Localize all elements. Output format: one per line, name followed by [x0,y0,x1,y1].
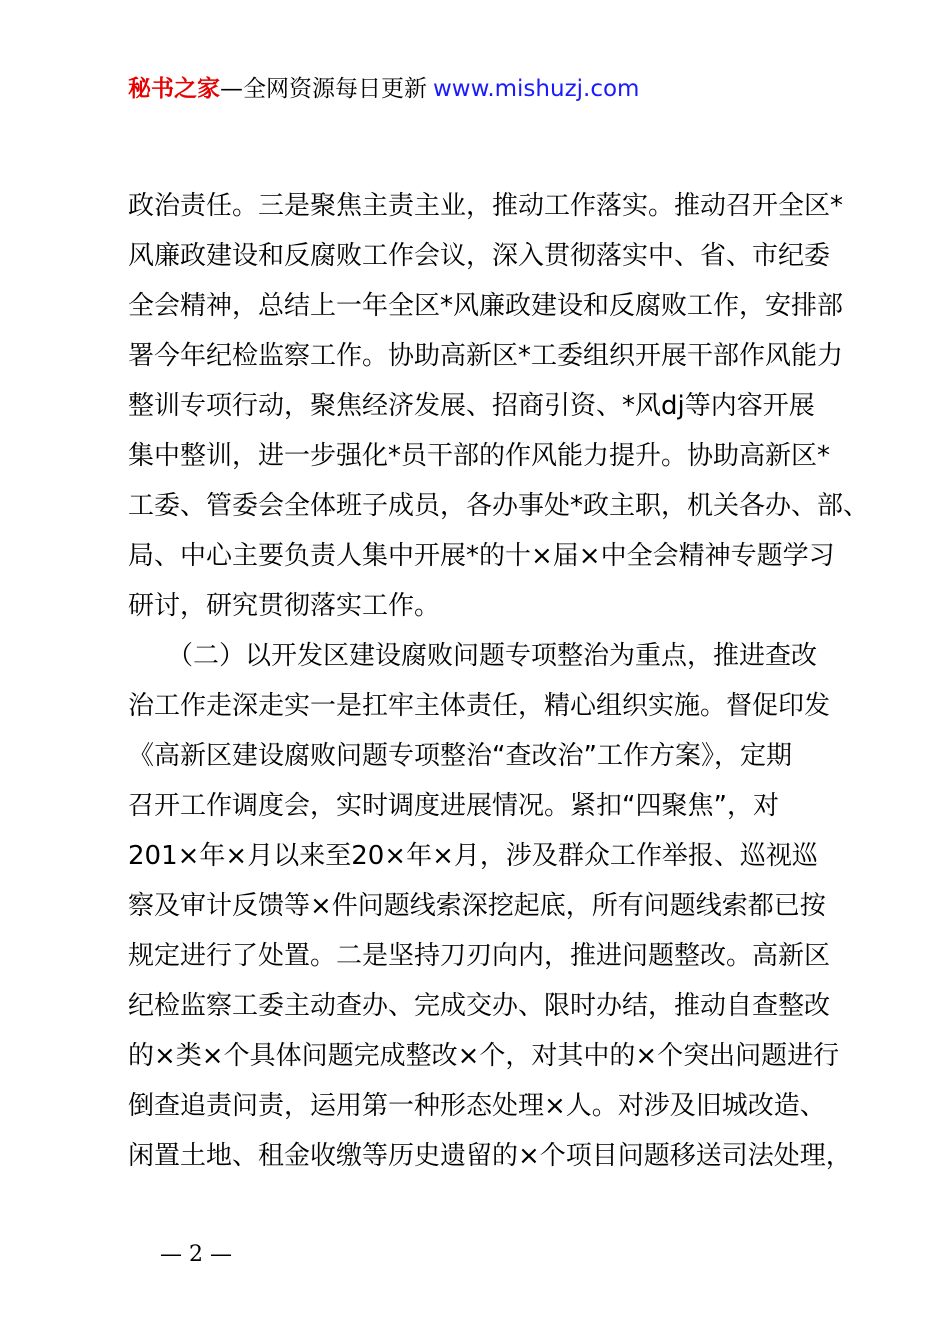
body-line: 规定进行了处置。二是坚持刀刃向内，推进问题整改。高新区 [128,941,831,971]
body-line: 察及审计反馈等×件问题线索深挖起底，所有问题线索都已按 [128,891,826,921]
site-url-link[interactable]: www.mishuzj.com [433,76,640,102]
body-line: 全会精神，总结上一年全区*风廉政建设和反腐败工作，安排部 [128,291,844,321]
body-line: 201×年×月以来至20×年×月，涉及群众工作举报、巡视巡 [128,841,818,871]
body-line: 工委、管委会全体班子成员，各办事处*政主职，机关各办、部、 [128,491,870,521]
body-line: （二）以开发区建设腐败问题专项整治为重点，推进查改 [128,641,818,671]
body-line: 治工作走深走实一是扛牢主体责任，精心组织实施。督促印发 [128,691,831,721]
body-line: 倒查追责问责，运用第一种形态处理×人。对涉及旧城改造、 [128,1091,826,1121]
body-line: 政治责任。三是聚焦主责主业，推动工作落实。推动召开全区* [128,191,844,221]
body-line: 闲置土地、租金收缴等历史遗留的×个项目问题移送司法处理， [128,1141,852,1171]
body-line: 的×类×个具体问题完成整改×个，对其中的×个突出问题进行 [128,1041,840,1071]
header-tagline: —全网资源每日更新 [220,76,427,102]
page-number: — 2 — [160,1242,232,1267]
body-line: 召开工作调度会，实时调度进展情况。紧扣“四聚焦”，对 [128,791,779,821]
body-line: 研讨，研究贯彻落实工作。 [128,591,441,621]
body-line: 整训专项行动，聚焦经济发展、招商引资、*风dj等内容开展 [128,391,815,421]
body-line: 集中整训，进一步强化*员干部的作风能力提升。协助高新区* [128,441,831,471]
document-body [128,186,870,1186]
body-line: 《高新区建设腐败问题专项整治“查改治”工作方案》，定期 [128,741,792,771]
body-line: 风廉政建设和反腐败工作会议，深入贯彻落实中、省、市纪委 [128,241,831,271]
site-header [128,72,639,106]
brand-name: 秘书之家 [128,76,220,102]
body-line: 局、中心主要负责人集中开展*的十×届×中全会精神专题学习 [128,541,835,571]
body-line: 署今年纪检监察工作。协助高新区*工委组织开展干部作风能力 [128,341,844,371]
body-line: 纪检监察工委主动查办、完成交办、限时办结，推动自查整改 [128,991,831,1021]
